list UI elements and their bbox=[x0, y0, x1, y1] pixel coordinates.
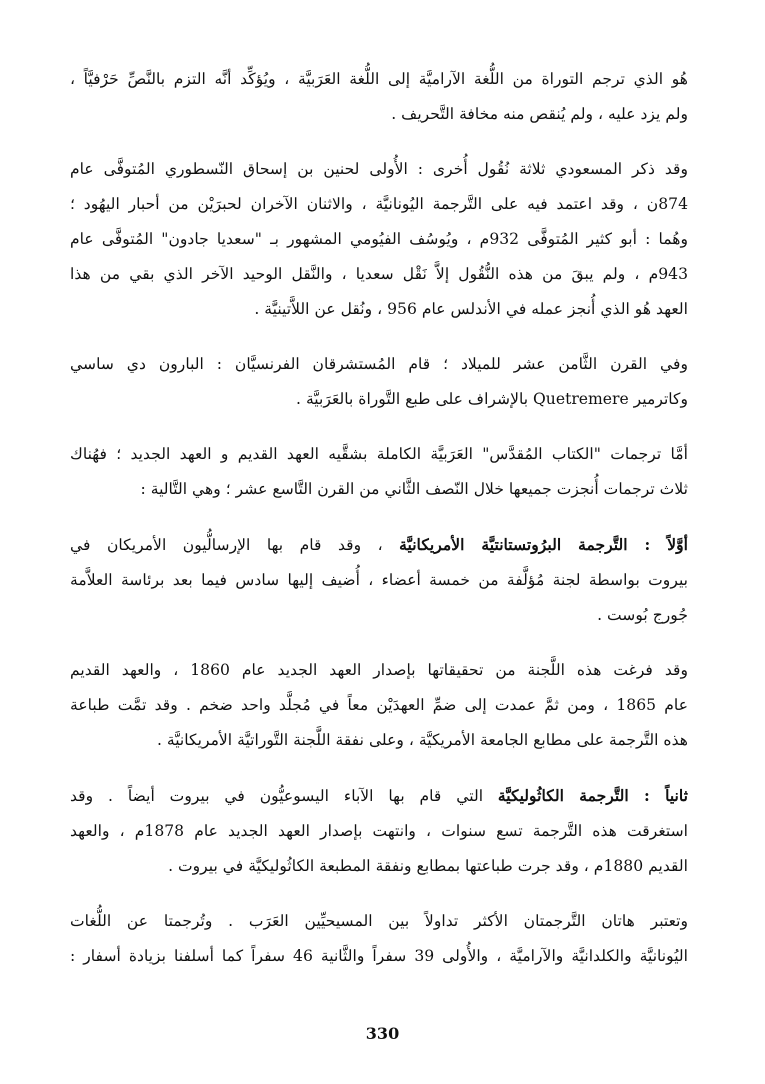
text-line: وتعتبر هاتان التَّرجمتان الأكثر تداولاً بين المسيحيِّين العَرَب . وتُرجمتا عن اللُّغات bbox=[70, 912, 688, 930]
text-line bbox=[70, 527, 688, 563]
text-line: 874ن ، وقد اعتمد فيه على التَّرجمة اليُونانيَّة ، والاثنان الآخران لحبرَيْن من أحبار اليهُود ؛ bbox=[70, 195, 688, 213]
text-line: اليُونانيَّة والكلدانيَّة والآراميَّة ، والأُولى 39 سفراً والثَّانية 46 سفراً كما أسلفنا بزيادة أسفار : bbox=[70, 947, 688, 965]
text-line: ولم يزد عليه ، ولم يُنقص منه مخافة التَّحريف . bbox=[391, 105, 688, 123]
paragraph-8 bbox=[70, 904, 688, 974]
paragraph-7 bbox=[70, 778, 688, 884]
text-line: وقد ذكر المسعودي ثلاثة نُقُول أُخرى : الأُولى لحنين بن إسحاق النّسطوري المُتوفَّى عام bbox=[70, 160, 688, 178]
paragraph-6 bbox=[70, 653, 688, 758]
text-line: بيروت بواسطة لجنة مُؤلَّفة من خمسة أعضاء ، أُضيف إليها سادس فيما بعد برئاسة العلاَّمة bbox=[70, 571, 688, 589]
text-line bbox=[70, 778, 688, 814]
text-line: العهد هُو الذي أُنجز عمله في الأندلس عام 956 ، ونُقل عن اللاَّتينيَّة . bbox=[254, 300, 688, 318]
paragraph-3 bbox=[70, 347, 688, 417]
text-line: القديم 1880م ، وقد جرت طباعتها بمطابع ونفقة المطبعة الكاثُوليكيَّة في بيروت . bbox=[168, 857, 688, 875]
text-line: وكاترمير Quetremere بالإشراف على طبع التَّوراة بالعَرَبيَّة . bbox=[296, 390, 688, 408]
text-line: عام 1865 ، ومن ثمَّ عمدت إلى ضمِّ العهدَيْن معاً في مُجلَّد واحد ضخم . وقد تمَّت طباعة bbox=[70, 696, 688, 714]
text-line: وقد فرغت هذه اللَّجنة من تحقيقاتها بإصدار العهد الجديد عام 1860 ، والعهد القديم bbox=[70, 661, 688, 679]
text-line: جُورج بُوست . bbox=[597, 606, 688, 624]
paragraph-5 bbox=[70, 527, 688, 633]
text-line: هذه التَّرجمة على مطابع الجامعة الأمريكيَّة ، وعلى نفقة اللَّجنة التَّوراتيَّة الأمريكانيَّة . bbox=[156, 731, 688, 749]
section-heading-protestant: أوَّلاً : التَّرجمة البرُوتستانتيَّة الأمريكانيَّة bbox=[399, 535, 688, 554]
text-fragment: ، وقد قام بها الإرسالُّيون الأمريكان في bbox=[70, 536, 383, 554]
section-heading-catholic: ثانياً : التَّرجمة الكاثُوليكيَّة bbox=[497, 786, 688, 805]
text-line: أمَّا ترجمات "الكتاب المُقدَّس" العَرَبيَّة الكاملة بشقَّيه العهد القديم و العهد الجديد ؛ فهُناك bbox=[70, 445, 688, 463]
text-line: 943م ، ولم يبقَ من هذه النُّقُول إلاَّ نَقْل سعديا ، والنَّقل الوحيد الآخر الذي بقي من هذا bbox=[70, 265, 688, 283]
page-number: 330 bbox=[365, 1024, 400, 1043]
text-line: وفي القرن الثَّامن عشر للميلاد ؛ قام المُستشرقان الفرنسيَّان : البارون دي ساسي bbox=[70, 355, 688, 373]
text-line: ثلاث ترجمات أُنجزت جميعها خلال النّصف الثَّاني من القرن التَّاسع عشر ؛ وهي التَّالية : bbox=[140, 480, 688, 498]
text-line: هُو الذي ترجم التوراة من اللُّغة الآراميَّة إلى اللُّغة العَرَبيَّة ، ويُؤكِّد أنَّه التزم بالنَّصِّ حَرْفيَّاً ، bbox=[70, 70, 688, 88]
text-fragment: التي قام بها الآباء اليسوعيُّون في بيروت أيضاً . وقد bbox=[70, 787, 484, 805]
page-body bbox=[70, 62, 688, 994]
paragraph-4 bbox=[70, 437, 688, 507]
paragraph-2 bbox=[70, 152, 688, 327]
paragraph-1 bbox=[70, 62, 688, 132]
text-line: وهُما : أبو كثير المُتوفَّى 932م ، ويُوسُف الفيُومي المشهور بـ "سعديا جادون" المُتوفَّى عام bbox=[70, 230, 688, 248]
text-line: استغرقت هذه التَّرجمة تسع سنوات ، وانتهت بإصدار العهد الجديد عام 1878م ، والعهد bbox=[70, 822, 688, 840]
